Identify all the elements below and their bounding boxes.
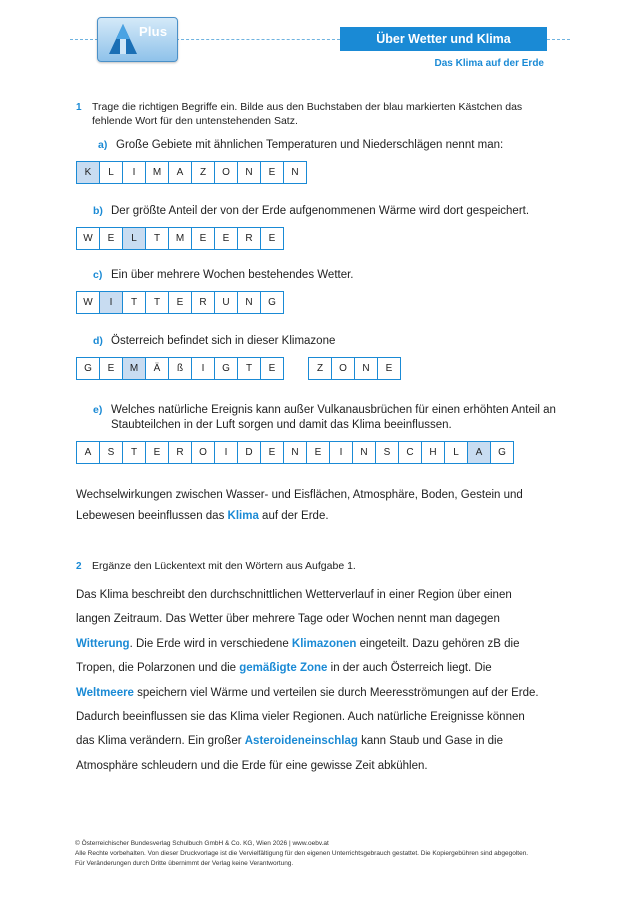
letter-box[interactable]: E	[146, 441, 169, 464]
question-label: d)	[93, 335, 103, 347]
letter-box[interactable]: I	[123, 161, 146, 184]
question-label: c)	[93, 269, 103, 281]
letter-box[interactable]: O	[215, 161, 238, 184]
letter-box[interactable]: C	[399, 441, 422, 464]
cloze-text: Das Klima beschreibt den durchschnittlichen Wetterverlauf in einer Region über einen langen Zeitraum. Das Wetter über mehrere Tage oder Wochen nennt man dagegen	[76, 589, 512, 626]
letter-box[interactable]: N	[353, 441, 376, 464]
task2-cloze-text	[76, 583, 546, 778]
letter-box[interactable]: T	[146, 291, 169, 314]
letter-box[interactable]: E	[378, 357, 401, 380]
cloze-text: in der auch Österreich liegt. Die	[327, 662, 492, 675]
letter-box[interactable]: G	[76, 357, 100, 380]
header-dash-left	[70, 39, 98, 40]
section-subtitle: Das Klima auf der Erde	[434, 58, 544, 69]
letter-box[interactable]: R	[169, 441, 192, 464]
task1-conclusion: Wechselwirkungen zwischen Wasser- und Eisflächen, Atmosphäre, Boden, Gestein und Lebewesen beeinflussen das Klima auf der Erde.	[76, 489, 523, 522]
letter-box[interactable]: L	[100, 161, 123, 184]
task1-instruction: Trage die richtigen Begriffe ein. Bilde aus den Buchstaben der blau markierten Kästchen das fehlende Wort für den untenstehenden Satz.	[92, 101, 523, 127]
letter-box[interactable]: N	[284, 161, 307, 184]
cloze-answer: Witterung	[76, 637, 130, 650]
letter-box[interactable]: T	[123, 291, 146, 314]
letter-box[interactable]: Z	[192, 161, 215, 184]
letter-box-highlighted[interactable]: M	[123, 357, 146, 380]
letter-box[interactable]: E	[100, 227, 123, 250]
letter-box[interactable]: N	[238, 291, 261, 314]
letter-box[interactable]: R	[192, 291, 215, 314]
question-label: a)	[98, 139, 108, 151]
conclusion-keyword: Klima	[227, 510, 259, 522]
letter-box-highlighted[interactable]: A	[468, 441, 491, 464]
footer-rights: Alle Rechte vorbehalten. Von dieser Druckvorlage ist die Vervielfältigung für den eigenen Unterrichtsgebrauch gestattet. Die Kopiergebühren sind abgegolten.	[75, 850, 529, 857]
letter-box-highlighted[interactable]: K	[76, 161, 100, 184]
letter-box[interactable]: G	[215, 357, 238, 380]
chapter-banner: Über Wetter und Klima	[340, 27, 547, 51]
letter-box[interactable]: I	[192, 357, 215, 380]
letter-box[interactable]: ß	[169, 357, 192, 380]
letter-box[interactable]: E	[261, 357, 284, 380]
letter-box[interactable]: G	[261, 291, 284, 314]
letter-box[interactable]: E	[100, 357, 123, 380]
letter-box[interactable]: O	[192, 441, 215, 464]
letter-box[interactable]: E	[307, 441, 330, 464]
letter-box[interactable]: S	[376, 441, 399, 464]
task2-instruction: Ergänze den Lückentext mit den Wörtern aus Aufgabe 1.	[92, 560, 356, 572]
letter-box[interactable]: M	[146, 161, 169, 184]
question-text: Der größte Anteil der von der Erde aufgenommenen Wärme wird dort gespeichert.	[111, 205, 530, 217]
letter-box[interactable]: W	[76, 291, 100, 314]
footer-disclaimer: Für Veränderungen durch Dritte übernimmt der Verlag keine Verantwortung.	[75, 860, 294, 867]
letter-box-row	[76, 161, 307, 184]
cloze-text: speichern viel Wärme und verteilen sie durch Meeresströmungen auf der Erde. Dadurch beeinflussen sie das Klima vieler Regionen. Auch natürliche Ereignisse können das Klima verändern. Ein großer	[76, 686, 539, 748]
footer-copyright: © Österreichischer Bundesverlag Schulbuch GmbH & Co. KG, Wien 2026 | www.oebv.at	[75, 840, 329, 847]
letter-box[interactable]: M	[169, 227, 192, 250]
publisher-logo	[97, 17, 178, 62]
question-label: e)	[93, 404, 103, 416]
task1-number: 1	[76, 102, 82, 113]
letter-box[interactable]: T	[238, 357, 261, 380]
cloze-text: eingeteilt. Dazu gehören zB die Tropen, die Polarzonen und die	[76, 637, 520, 675]
letter-box[interactable]: T	[123, 441, 146, 464]
question-text: Österreich befindet sich in dieser Klimazone	[111, 335, 336, 347]
header-dash-right	[547, 39, 570, 40]
header-dash-mid	[176, 39, 340, 40]
letter-box[interactable]: E	[192, 227, 215, 250]
letter-box[interactable]: E	[261, 441, 284, 464]
footer	[75, 839, 528, 869]
letter-box[interactable]: N	[238, 161, 261, 184]
letter-box[interactable]: N	[355, 357, 378, 380]
letter-box-row	[76, 291, 284, 314]
cloze-text: kann Staub und Gase in die Atmosphäre schleudern und die Erde für eine gewisse Zeit abkühlen.	[76, 735, 504, 772]
question-text: Ein über mehrere Wochen bestehendes Wetter.	[111, 269, 354, 281]
letter-box[interactable]: Z	[308, 357, 332, 380]
logo-plus-text: Plus	[139, 24, 168, 39]
letter-box[interactable]: T	[146, 227, 169, 250]
cloze-answer: Klimazonen	[291, 637, 357, 650]
letter-box[interactable]: E	[169, 291, 192, 314]
letter-box-row	[76, 441, 514, 464]
letter-box[interactable]: L	[445, 441, 468, 464]
letter-box[interactable]: E	[261, 161, 284, 184]
letter-box[interactable]: N	[284, 441, 307, 464]
letter-box[interactable]: S	[100, 441, 123, 464]
letter-box[interactable]: U	[215, 291, 238, 314]
task2-number: 2	[76, 561, 82, 572]
letter-box[interactable]: H	[422, 441, 445, 464]
letter-box[interactable]: R	[238, 227, 261, 250]
question-label: b)	[93, 205, 103, 217]
letter-box[interactable]: I	[215, 441, 238, 464]
letter-box[interactable]: Ä	[146, 357, 169, 380]
letter-box[interactable]: W	[76, 227, 100, 250]
letter-box-highlighted[interactable]: L	[123, 227, 146, 250]
letter-box[interactable]: E	[215, 227, 238, 250]
letter-box-row	[308, 357, 401, 380]
letter-box-row	[76, 227, 284, 250]
pyramid-icon	[108, 23, 138, 55]
letter-box-highlighted[interactable]: I	[100, 291, 123, 314]
question-text: Große Gebiete mit ähnlichen Temperaturen und Niederschlägen nennt man:	[116, 139, 504, 151]
letter-box-row	[76, 357, 284, 380]
letter-box[interactable]: D	[238, 441, 261, 464]
cloze-answer: gemäßigte Zone	[239, 662, 328, 675]
cloze-text: . Die Erde wird in verschiedene	[129, 637, 292, 650]
cloze-answer: Weltmeere	[76, 686, 134, 699]
letter-box[interactable]: A	[76, 441, 100, 464]
letter-box[interactable]: O	[332, 357, 355, 380]
question-text: Welches natürliche Ereignis kann außer Vulkanausbrüchen für einen erhöhten Anteil an Staubteilchen in der Luft sorgen und damit das Klima beeinflussen.	[111, 404, 556, 431]
letter-box[interactable]: G	[491, 441, 514, 464]
letter-box[interactable]: A	[169, 161, 192, 184]
letter-box[interactable]: I	[330, 441, 353, 464]
letter-box[interactable]: E	[261, 227, 284, 250]
cloze-answer: Asteroideneinschlag	[244, 735, 358, 748]
